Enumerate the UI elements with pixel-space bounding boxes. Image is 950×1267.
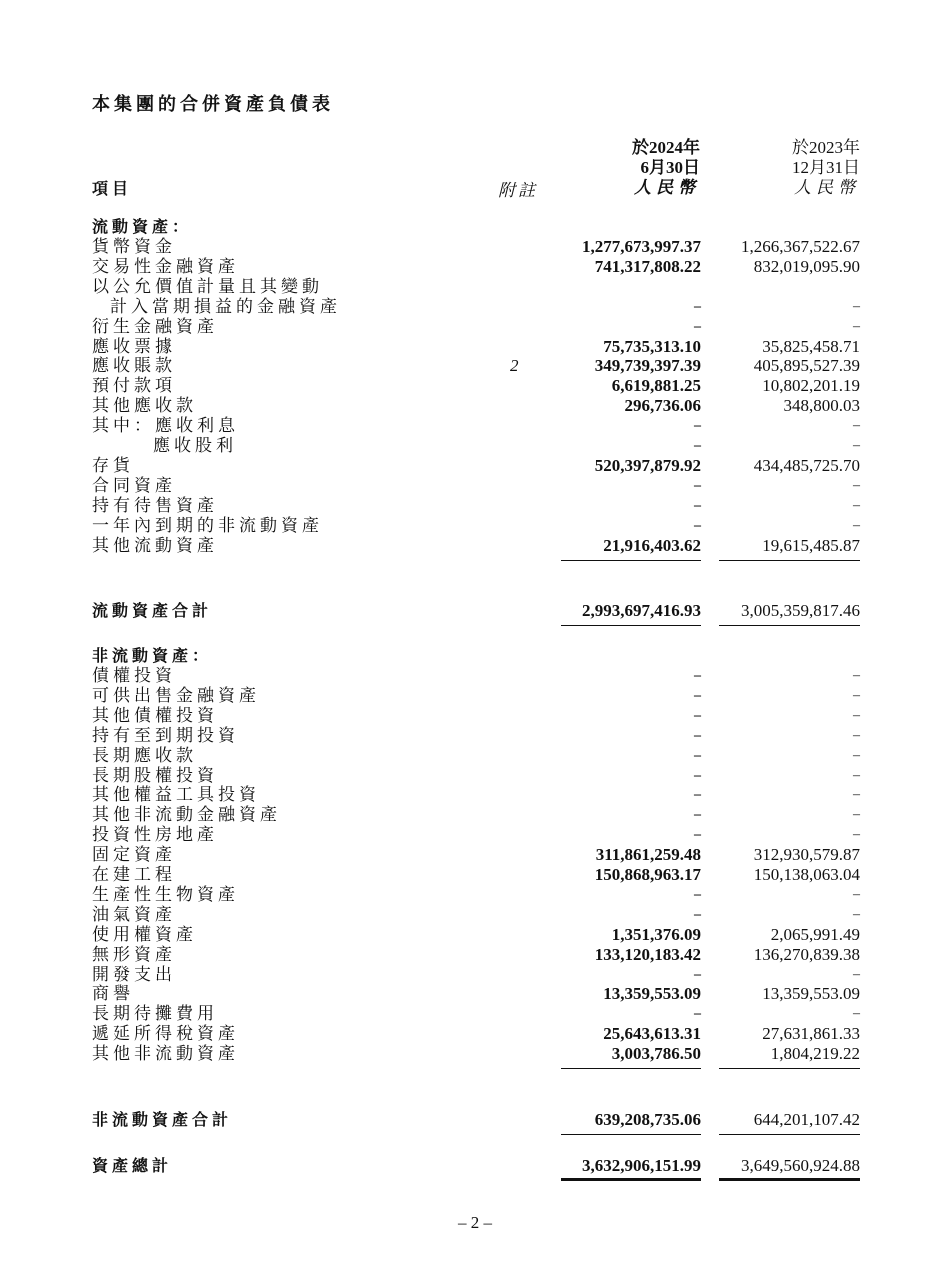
row-label: 遞延所得稅資產 [92,1024,239,1045]
table-row [0,376,950,396]
row-value-previous: 644,201,107.42 [753,1110,860,1129]
row-label: 生產性生物資產 [92,884,239,905]
row-value-previous: – [853,807,860,823]
row-label: 開發支出 [92,964,176,985]
row-value-previous: – [853,727,860,743]
row-value-previous: – [853,497,860,513]
row-value-current: – [694,707,701,723]
row-value-current: – [694,807,701,823]
table-row [0,1004,950,1024]
row-label: 計入當期損益的金融資產 [110,296,341,317]
table-row [0,825,950,845]
row-value-previous: 3,005,359,817.46 [741,601,860,620]
row-value-current: – [694,687,701,703]
row-label: 預付款項 [92,376,176,397]
row-value-current: 133,120,183.42 [594,944,701,964]
row-label: 其他流動資產 [92,535,218,556]
row-label: 流動資產： [92,217,193,236]
row-value-previous: 150,138,063.04 [753,865,860,884]
table-row [0,706,950,726]
subtotal-rule [719,625,860,626]
row-value-current: – [694,668,701,683]
table-row [0,905,950,925]
row-label: 投資性房地產 [92,825,218,846]
row-label: 其中：應收利息 [92,416,239,437]
double-underline [561,1178,701,1181]
row-value-previous: – [853,318,860,334]
row-value-current: – [694,298,701,314]
row-value-current: 741,317,808.22 [594,256,701,276]
subtotal-rule [719,1068,860,1069]
header-current-date: 6月30日 [640,158,700,177]
subtotal-rule [719,560,860,561]
table-row [0,1044,950,1064]
row-label: 持有待售資產 [92,495,218,516]
row-label: 應收票據 [92,336,176,357]
grand-total-row [0,1156,950,1176]
row-value-current: 75,735,313.10 [603,336,701,356]
table-row [0,456,950,476]
row-label: 可供出售金融資產 [92,685,260,706]
table-row [0,416,950,436]
subtotal-rule [719,1134,860,1135]
row-label: 持有至到期投資 [92,725,239,746]
row-note: 2 [510,356,519,376]
row-label: 資產總計 [92,1156,173,1175]
row-value-previous: 3,649,560,924.88 [741,1156,860,1175]
row-label: 債權投資 [92,666,176,686]
row-label: 長期應收款 [92,745,197,766]
row-label: 交易性金融資產 [92,256,239,277]
row-value-current: 25,643,613.31 [603,1024,701,1044]
row-value-previous: – [853,787,860,803]
subtotal-rule [561,1068,701,1069]
section-heading-current-assets [0,217,950,237]
row-value-previous: – [853,906,860,922]
row-value-previous: 136,270,839.38 [753,944,860,964]
row-value-current: – [694,318,701,334]
row-value-current: 150,868,963.17 [594,865,701,884]
row-value-current: – [694,767,701,783]
table-row [0,984,950,1004]
row-value-previous: 1,266,367,522.67 [741,237,860,256]
row-value-previous: 1,804,219.22 [770,1044,860,1064]
header-previous-year: 於2023年 [792,138,860,157]
row-label: 其他非流動資產 [92,1044,239,1065]
double-underline [719,1178,860,1181]
section-heading-non-current-assets [0,646,950,666]
row-value-current: 13,359,553.09 [603,984,701,1004]
row-value-previous: – [853,886,860,902]
row-value-current: – [694,477,701,493]
row-value-current: 1,351,376.09 [611,924,701,944]
row-value-previous: 2,065,991.49 [770,924,860,944]
table-row [0,436,950,456]
row-label: 其他應收款 [92,396,197,417]
row-value-previous: 405,895,527.39 [753,356,860,376]
row-label: 商譽 [92,984,134,1005]
row-value-previous: 10,802,201.19 [762,376,860,396]
table-row [0,686,950,706]
row-label: 一年內到期的非流動資產 [92,515,323,536]
row-label: 合同資產 [92,475,176,496]
row-value-previous: – [853,438,860,453]
subtotal-rule [561,625,701,626]
row-value-previous: 13,359,553.09 [762,984,860,1004]
table-row [0,476,950,496]
table-row [0,237,950,257]
row-value-current: – [694,966,701,982]
column-header-note: 附註 [498,181,538,200]
column-header-previous [715,138,860,198]
row-value-previous: – [853,517,860,533]
row-label: 應收股利 [153,436,237,456]
subtotal-rule [561,560,701,561]
table-row [0,925,950,945]
row-value-previous: – [853,687,860,703]
row-value-previous: – [853,966,860,982]
row-label: 其他權益工具投資 [92,785,260,806]
table-row [0,865,950,885]
total-row-current-assets [0,601,950,621]
row-value-previous: 35,825,458.71 [762,336,860,356]
row-value-previous: – [853,827,860,843]
row-value-previous: 312,930,579.87 [753,845,860,865]
row-label: 其他非流動金融資產 [92,805,281,826]
row-value-previous: – [853,298,860,314]
table-row [0,536,950,556]
row-value-previous: – [853,668,860,683]
row-value-current: 311,861,259.48 [595,845,701,865]
table-row [0,885,950,905]
row-value-current: 21,916,403.62 [603,535,701,555]
row-value-current: – [694,747,701,763]
table-row [0,496,950,516]
row-value-current: – [694,418,701,434]
header-previous-currency: 人民幣 [794,178,860,197]
row-label: 非流動資產合計 [92,1110,233,1129]
row-label: 流動資產合計 [92,601,213,620]
row-label: 應收賬款 [92,356,176,377]
row-value-current: 6,619,881.25 [611,376,701,396]
row-label: 固定資產 [92,845,176,866]
table-row [0,965,950,985]
row-value-current: – [694,787,701,803]
column-header-current [560,138,700,198]
table-row [0,666,950,686]
row-label: 以公允價值計量且其變動 [92,276,323,297]
row-value-current: – [694,906,701,922]
subtotal-rule [561,1134,701,1135]
row-value-previous: – [853,747,860,763]
table-row [0,337,950,357]
row-value-current: 3,632,906,151.99 [582,1156,701,1175]
row-value-current: – [694,517,701,533]
row-value-current: 1,277,673,997.37 [582,237,701,256]
column-header-item: 項目 [92,179,133,198]
page-number: – 2 – [458,1213,492,1232]
row-value-previous: – [853,767,860,783]
row-value-previous: – [853,1006,860,1022]
row-label: 無形資產 [92,944,176,965]
row-value-previous: 434,485,725.70 [753,455,860,475]
page-title: 本集團的合併資產負債表 [92,94,334,115]
row-value-previous: 27,631,861.33 [762,1024,860,1044]
table-row [0,277,950,297]
row-label: 長期股權投資 [92,765,218,786]
row-value-previous: 19,615,485.87 [762,535,860,555]
table-row [0,516,950,536]
row-value-current: 3,003,786.50 [611,1044,701,1064]
row-value-previous: 348,800.03 [783,396,860,416]
row-label: 長期待攤費用 [92,1004,218,1025]
total-row-non-current-assets [0,1110,950,1130]
row-value-previous: – [853,707,860,723]
table-row [0,317,950,337]
table-row [0,766,950,786]
header-current-year: 於2024年 [632,138,700,157]
row-value-current: 520,397,879.92 [594,455,701,475]
row-label: 非流動資產： [92,646,213,665]
table-row [0,945,950,965]
row-value-current: – [694,727,701,743]
row-value-current: 296,736.06 [624,396,701,416]
table-row [0,257,950,277]
table-row [0,805,950,825]
row-label: 在建工程 [92,865,176,885]
table-row [0,746,950,766]
table-row [0,726,950,746]
row-value-previous: – [853,477,860,493]
row-value-current: – [694,438,701,453]
table-row [0,396,950,416]
table-row [0,297,950,317]
header-current-currency: 人民幣 [634,178,700,197]
row-value-current: – [694,886,701,902]
header-previous-date: 12月31日 [792,158,860,177]
row-value-current: 639,208,735.06 [594,1110,701,1129]
row-label: 貨幣資金 [92,237,176,257]
row-value-current: – [694,1006,701,1022]
row-label: 存貨 [92,455,134,476]
table-row [0,356,950,376]
row-value-current: 349,739,397.39 [594,356,701,376]
row-label: 油氣資產 [92,904,176,925]
table-row [0,1024,950,1044]
row-value-current: 2,993,697,416.93 [582,601,701,620]
row-value-current: – [694,827,701,843]
table-row [0,785,950,805]
row-label: 其他債權投資 [92,705,218,726]
row-value-previous: 832,019,095.90 [753,256,860,276]
row-value-current: – [694,497,701,513]
row-label: 使用權資產 [92,924,197,945]
row-value-previous: – [853,418,860,434]
row-label: 衍生金融資產 [92,316,218,337]
table-row [0,845,950,865]
